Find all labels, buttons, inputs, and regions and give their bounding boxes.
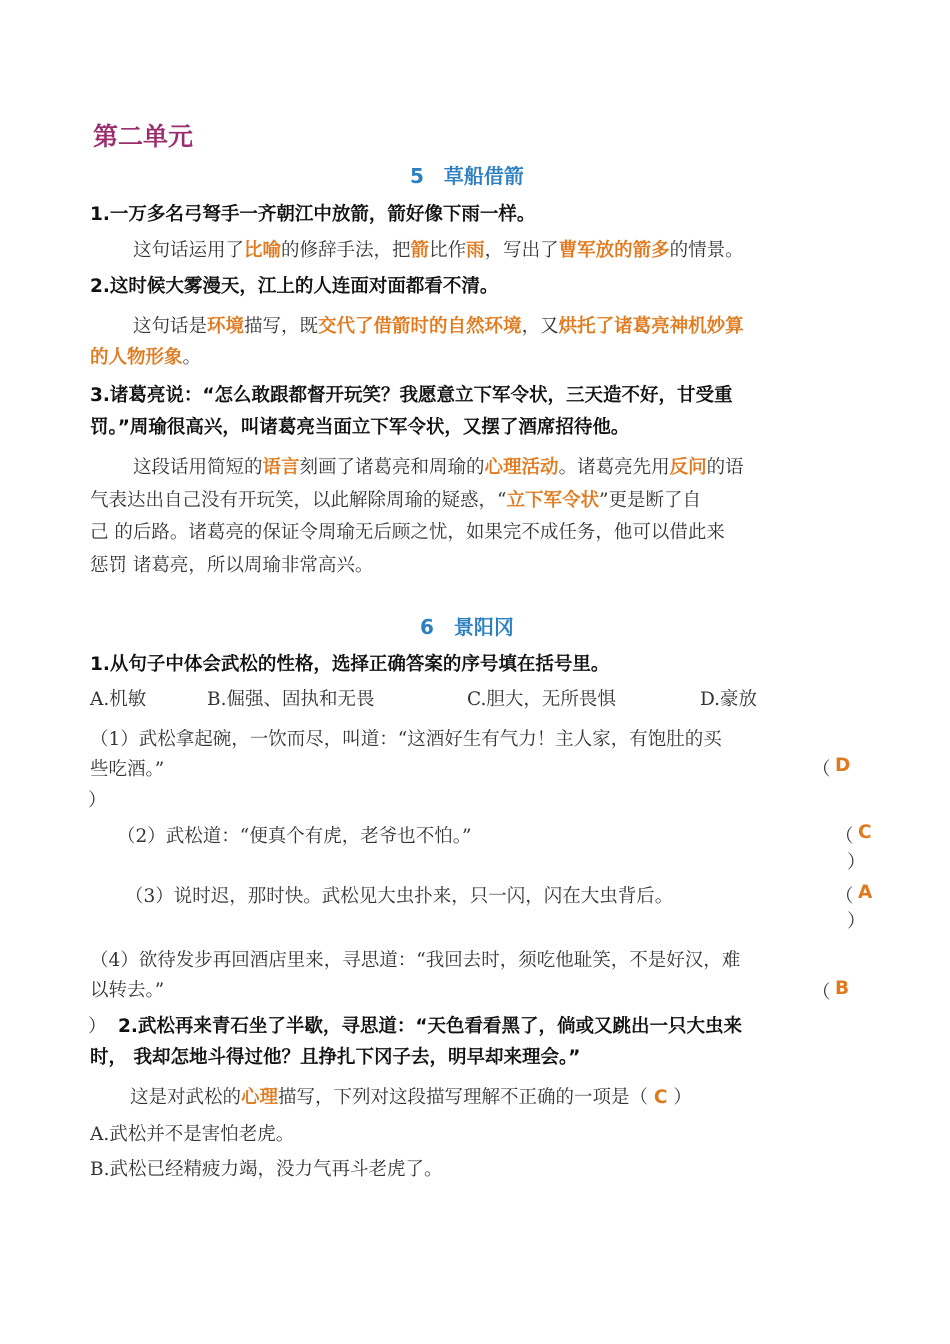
open-paren: （ xyxy=(812,982,831,1003)
sentence-1-line1: （1）武松拿起碗，一饮而尽，叫道：“这酒好生有气力！主人家，有饱肚的买 xyxy=(90,729,722,750)
lesson6-question-2-prompt xyxy=(130,1083,692,1109)
text: ，又 xyxy=(521,316,559,337)
keyword: 曹军放的箭多 xyxy=(558,240,670,261)
keyword: 的人物形象 xyxy=(90,347,183,368)
lesson-6-title: 6 景阳冈 xyxy=(420,615,514,639)
lesson5-answer-3-line1 xyxy=(133,453,744,479)
text: 气表达出自己没有开玩笑，以此解除周瑜的疑惑，“ xyxy=(90,490,507,511)
text: 的情景。 xyxy=(669,240,744,261)
sentence-3-answer: A xyxy=(858,882,873,903)
keyword: 立下军令状 xyxy=(506,490,599,511)
text: 的语 xyxy=(706,457,744,478)
keyword: 心理活动 xyxy=(484,457,559,478)
keyword: 环境 xyxy=(207,316,245,337)
answer: C xyxy=(653,1087,668,1108)
sentence-1-line2: 些吃酒。” xyxy=(90,759,165,780)
sentence-2: （2）武松道：“便真个有虎，老爷也不怕。” xyxy=(117,826,472,847)
text: 比作 xyxy=(429,240,467,261)
text: ） xyxy=(667,1087,692,1108)
sentence-3: （3）说时迟，那时快。武松见大虫扑来，只一闪，闪在大虫背后。 xyxy=(125,886,674,907)
option-b: B.倔强、固执和无畏 xyxy=(207,689,375,710)
q2-option-b: B.武松已经精疲力竭，没力气再斗老虎了。 xyxy=(90,1159,443,1180)
lesson5-question-3-line2: 罚。”周瑜很高兴，叫诸葛亮当面立下军令状，又摆了酒席招待他。 xyxy=(90,417,630,438)
close-paren: ） xyxy=(88,790,107,811)
lesson5-answer-2-line1 xyxy=(133,312,744,338)
option-a: A.机敏 xyxy=(90,689,147,710)
text: 这是对武松的 xyxy=(130,1087,242,1108)
text: 。诸葛亮先用 xyxy=(558,457,670,478)
lesson5-question-2: 2.这时候大雾漫天，江上的人连面对面都看不清。 xyxy=(90,276,499,297)
keyword: 语言 xyxy=(262,457,300,478)
lesson5-answer-1 xyxy=(133,236,744,262)
keyword: 比喻 xyxy=(244,240,282,261)
lesson6-question-2-line1: 2.武松再来青石坐了半歇，寻思道：“天色看看黑了，倘或又跳出一只大虫来 xyxy=(118,1016,743,1037)
sentence-4-line1: （4）欲待发步再回酒店里来，寻思道：“我回去时，须吃他耻笑，不是好汉，难 xyxy=(90,950,741,971)
lesson6-question-2-line2: 时， 我却怎地斗得过他？且挣扎下冈子去，明早却来理会。” xyxy=(90,1047,581,1068)
text: 的修辞手法，把 xyxy=(281,240,411,261)
text: ，写出了 xyxy=(484,240,559,261)
text: 描写，既 xyxy=(244,316,319,337)
open-paren: （ xyxy=(835,886,854,907)
lesson5-answer-2-line2 xyxy=(90,343,201,369)
close-paren: ） xyxy=(847,852,866,873)
text: 这句话是 xyxy=(133,316,208,337)
keyword: 交代了借箭时的自然环境 xyxy=(318,316,522,337)
lesson5-question-1: 1.一万多名弓弩手一齐朝江中放箭，箭好像下雨一样。 xyxy=(90,204,536,225)
sentence-4-answer: B xyxy=(835,978,850,999)
lesson5-answer-3-line2 xyxy=(90,486,701,512)
unit-title: 第二单元 xyxy=(93,122,194,151)
text: 描写，下列对这段描写理解不正确的一项是（ xyxy=(278,1087,654,1108)
lesson6-question-1: 1.从句子中体会武松的性格，选择正确答案的序号填在括号里。 xyxy=(90,654,610,675)
text: 这段话用简短的 xyxy=(133,457,263,478)
lesson-5-title: 5 草船借箭 xyxy=(410,164,524,188)
text: 刻画了诸葛亮和周瑜的 xyxy=(299,457,485,478)
sentence-4-line2: 以转去。” xyxy=(90,980,165,1001)
text: 这句话运用了 xyxy=(133,240,245,261)
keyword: 雨 xyxy=(466,240,485,261)
lesson5-answer-3-line3: 己 的后路。诸葛亮的保证令周瑜无后顾之忧，如果完不成任务，他可以借此来 xyxy=(90,522,725,543)
text: 。 xyxy=(182,347,202,368)
open-paren: （ xyxy=(812,759,831,780)
keyword: 心理 xyxy=(241,1087,279,1108)
text: ”更是断了自 xyxy=(598,490,701,511)
lesson5-question-3-line1: 3.诸葛亮说：“怎么敢跟都督开玩笑？我愿意立下军令状，三天造不好，甘受重 xyxy=(90,385,733,406)
option-d: D.豪放 xyxy=(700,689,758,710)
lesson5-answer-3-line4: 惩罚 诸葛亮，所以周瑜非常高兴。 xyxy=(90,555,374,576)
q2-option-a: A.武松并不是害怕老虎。 xyxy=(90,1124,295,1145)
option-c: C.胆大，无所畏惧 xyxy=(467,689,616,710)
open-paren: （ xyxy=(835,826,854,847)
keyword: 箭 xyxy=(410,240,430,261)
sentence-1-answer: D xyxy=(835,755,851,776)
keyword: 反问 xyxy=(669,457,707,478)
close-paren: ） xyxy=(88,1016,107,1037)
sentence-2-answer: C xyxy=(858,822,872,843)
close-paren: ） xyxy=(847,911,866,932)
keyword: 烘托了诸葛亮神机妙算 xyxy=(558,316,744,337)
